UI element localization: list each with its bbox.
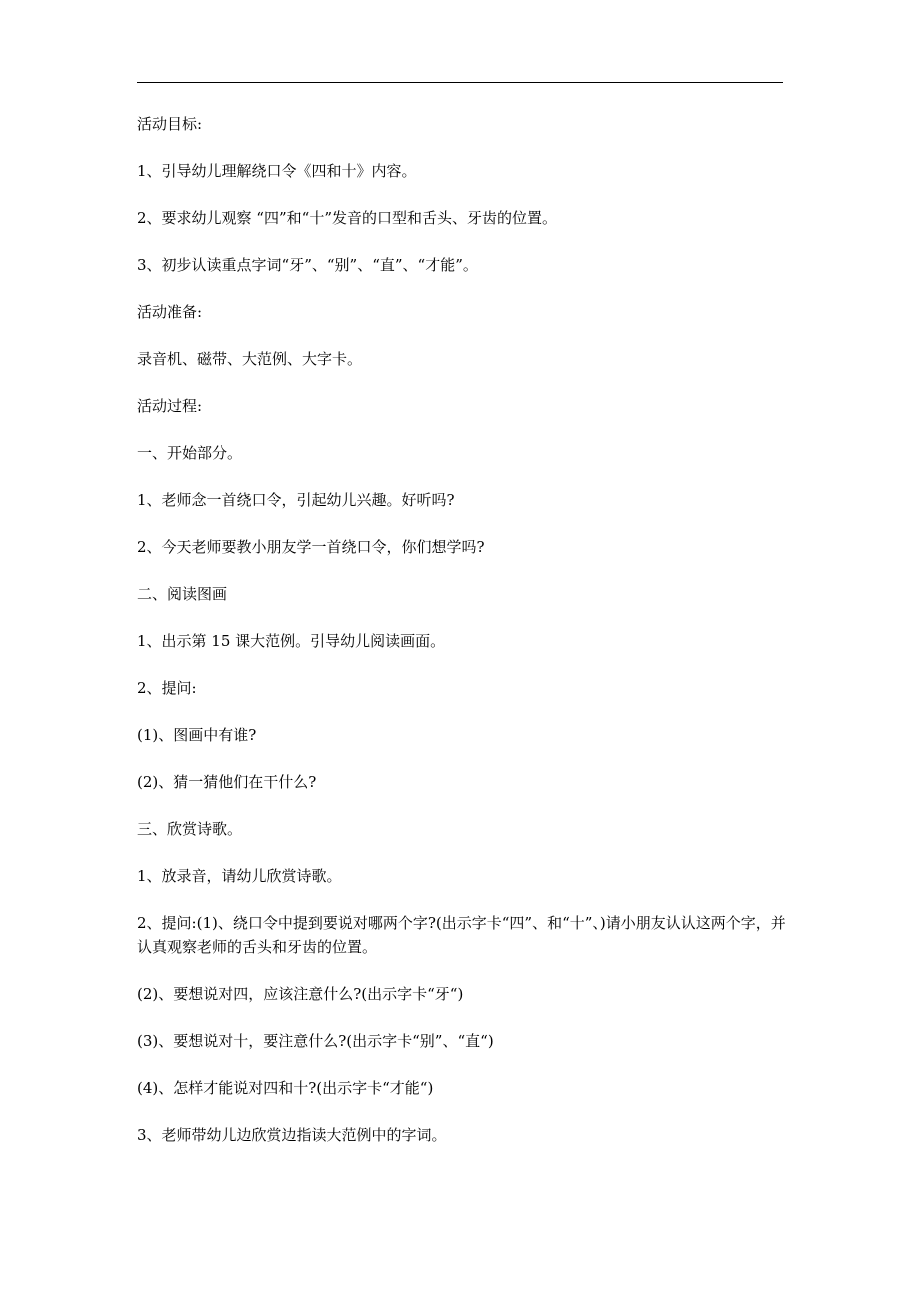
header-rule [137, 82, 783, 83]
process-part-3-question-3: (3)、要想说对十，要注意什么?(出示字卡“别”、“直“) [137, 1032, 494, 1050]
goal-item-1: 1、引导幼儿理解绕口令《四和十》内容。 [137, 162, 417, 180]
process-part-3-question-2: (2)、要想说对四，应该注意什么?(出示字卡“牙“) [137, 985, 464, 1003]
process-part-3-heading: 三、欣赏诗歌。 [137, 820, 243, 838]
process-part-1-item-1: 1、老师念一首绕口令，引起幼儿兴趣。好听吗? [137, 491, 455, 509]
process-part-2-item-1: 1、出示第 15 课大范例。引导幼儿阅读画面。 [137, 632, 446, 650]
process-part-2-question-2: (2)、猜一猜他们在干什么? [137, 773, 317, 791]
process-part-3-item-3: 3、老师带幼儿边欣赏边指读大范例中的字词。 [137, 1126, 447, 1144]
section-heading-goals: 活动目标: [137, 115, 203, 133]
process-part-3-item-2: 2、提问:(1)、绕口令中提到要说对哪两个字?(出示字卡“四”、和“十”、)请小朋友认认这两个字，并认真观察老师的舌头和牙齿的位置。 [137, 914, 786, 956]
preparation-materials: 录音机、磁带、大范例、大字卡。 [137, 350, 363, 368]
process-part-1-item-2: 2、今天老师要教小朋友学一首绕口令，你们想学吗? [137, 538, 485, 556]
goal-item-3: 3、初步认读重点字词“牙”、“别”、“直”、“才能”。 [137, 256, 478, 274]
goal-item-2: 2、要求幼儿观察 “四”和“十”发音的口型和舌头、牙齿的位置。 [137, 209, 557, 227]
section-heading-preparation: 活动准备: [137, 303, 203, 321]
process-part-1-heading: 一、开始部分。 [137, 444, 243, 462]
process-part-3-question-4: (4)、怎样才能说对四和十?(出示字卡“才能“) [137, 1079, 434, 1097]
process-part-2-question-1: (1)、图画中有谁? [137, 726, 257, 744]
document-body [137, 112, 787, 1170]
process-part-2-item-2: 2、提问: [137, 679, 197, 697]
section-heading-process: 活动过程: [137, 397, 203, 415]
process-part-3-item-1: 1、放录音，请幼儿欣赏诗歌。 [137, 867, 342, 885]
process-part-2-heading: 二、阅读图画 [137, 585, 228, 603]
